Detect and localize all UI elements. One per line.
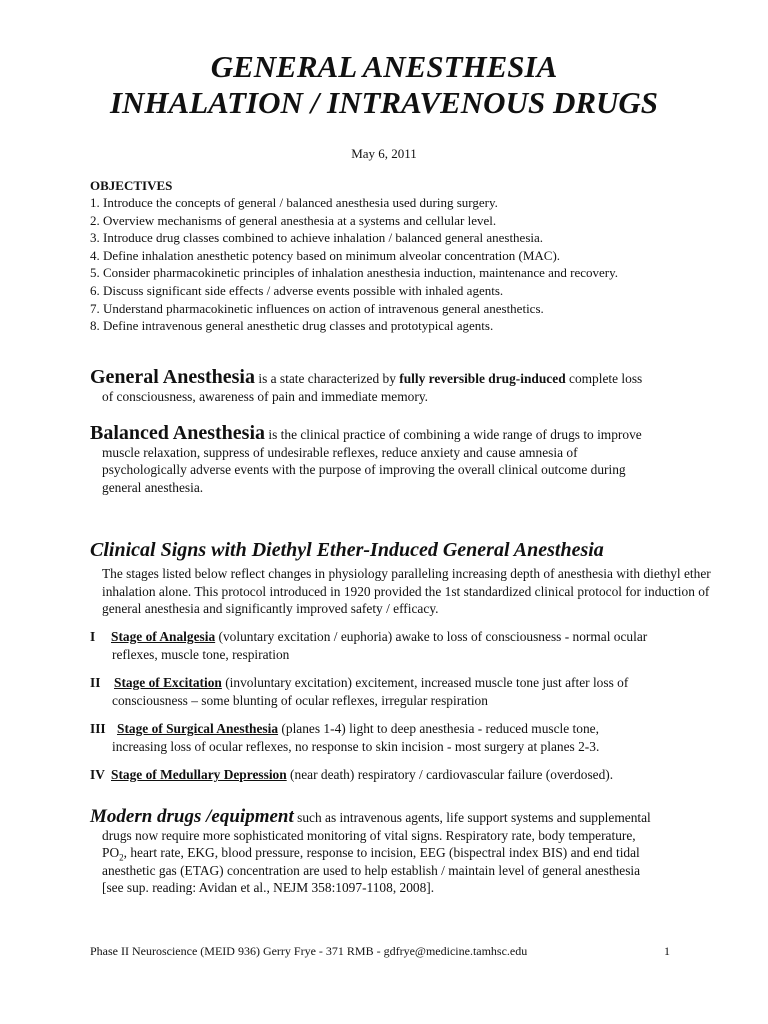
definition-continuation: psychologically adverse events with the purpose of improving the overall clinical outcome during [102,462,626,477]
objective-item: 3. Introduce drug classes combined to achieve inhalation / balanced general anesthesia. [90,230,544,246]
balanced-anesthesia-definition [90,422,720,496]
definition-text: complete loss [565,371,643,386]
objective-item: 4. Define inhalation anesthetic potency based on minimum alveolar concentration (MAC). [90,247,561,263]
objective-item: 5. Consider pharmacokinetic principles of inhalation anesthesia induction, maintenance and recovery. [90,265,619,281]
stage-description: (voluntary excitation / euphoria) awake to loss of consciousness - normal ocular [215,629,648,644]
modern-drugs-term: Modern drugs /equipment [90,806,294,827]
page-footer: Phase II Neuroscience (MEID 936) Gerry Frye - 371 RMB - gdfrye@medicine.tamhsc.edu [90,944,528,958]
paragraph-continuation: [see sup. reading: Avidan et al., NEJM 358:1097-1108, 2008]. [102,880,435,896]
stage-name: Stage of Analgesia [111,629,216,644]
objective-item: 1. Introduce the concepts of general / balanced anesthesia used during surgery. [90,195,498,210]
general-anesthesia-term: General Anesthesia [90,366,255,388]
stage-number: I [90,629,96,644]
balanced-anesthesia-term: Balanced Anesthesia [90,422,266,444]
general-anesthesia-definition [90,366,720,405]
definition-continuation: muscle relaxation, suppress of undesirable reflexes, reduce anxiety and cause amnesia of [102,444,578,460]
stage-number: IV [90,767,105,782]
objective-item: 7. Understand pharmacokinetic influences on action of intravenous general anesthetics. [90,300,544,316]
objective-item: 6. Discuss significant side effects / adverse events possible with inhaled agents. [90,282,504,298]
stage-item [90,766,730,784]
objective-item: 2. Overview mechanisms of general anesthesia at a systems and cellular level. [90,212,497,228]
definition-bold-text: fully reversible drug-induced [399,371,566,386]
title-line-2: INHALATION / INTRAVENOUS DRUGS [109,85,659,120]
stage-item [90,628,730,663]
po2-subscript: 2 [119,852,124,863]
definition-continuation: general anesthesia. [102,479,204,495]
title-line-1: GENERAL ANESTHESIA [210,49,558,84]
stage-name: Stage of Medullary Depression [111,767,287,782]
paragraph-continuation [90,844,730,862]
paragraph-continuation: drugs now require more sophisticated monitoring of vital signs. Respiratory rate, body temperature, [102,827,636,843]
paragraph-text: such as intravenous agents, life support systems and supplemental [293,810,651,825]
stage-name: Stage of Excitation [114,675,222,690]
stage-item [90,720,730,755]
page-number: 1 [664,944,670,958]
objectives-list [90,194,618,335]
objectives-heading: OBJECTIVES [90,178,173,193]
stage-item [90,674,730,709]
stage-continuation: increasing loss of ocular reflexes, no response to skin incision - most surgery at planes 2-3. [112,738,600,754]
stage-continuation: reflexes, muscle tone, respiration [112,646,290,662]
stage-description: (near death) respiratory / cardiovascular failure (overdosed). [286,767,614,782]
po2-label: PO [102,845,120,861]
stage-description: (involuntary excitation) excitement, increased muscle tone just after loss of [221,675,629,690]
stage-number: III [90,721,106,736]
objective-item: 8. Define intravenous general anesthetic drug classes and prototypical agents. [90,318,494,334]
definition-text: is the clinical practice of combining a wide range of drugs to improve [265,427,642,442]
stage-name: Stage of Surgical Anesthesia [117,721,279,736]
clinical-signs-heading: Clinical Signs with Diethyl Ether-Induced General Anesthesia [90,539,604,561]
stage-number: II [90,675,101,690]
stage-continuation: consciousness – some blunting of ocular reflexes, irregular respiration [112,692,488,708]
stage-description: (planes 1-4) light to deep anesthesia - reduced muscle tone, [278,721,599,736]
paragraph-continuation: anesthetic gas (ETAG) concentration are used to help establish / maintain level of general anesthesia [102,862,641,878]
definition-continuation: of consciousness, awareness of pain and immediate memory. [102,388,428,404]
definition-text: is a state characterized by [255,371,400,386]
clinical-signs-intro: The stages listed below reflect changes in physiology paralleling increasing depth of anesthesia with diethyl ether inhalation alone. This protocol introduced in 1920 provided the 1st standardized clinical protocol for induction of general anesthesia and significantly improved safety / efficacy. [102,566,711,616]
modern-drugs-paragraph [90,808,730,897]
document-date: May 6, 2011 [351,146,417,161]
paragraph-text: , heart rate, EKG, blood pressure, response to incision, EEG (bispectral index BIS) and end tidal [123,845,640,861]
